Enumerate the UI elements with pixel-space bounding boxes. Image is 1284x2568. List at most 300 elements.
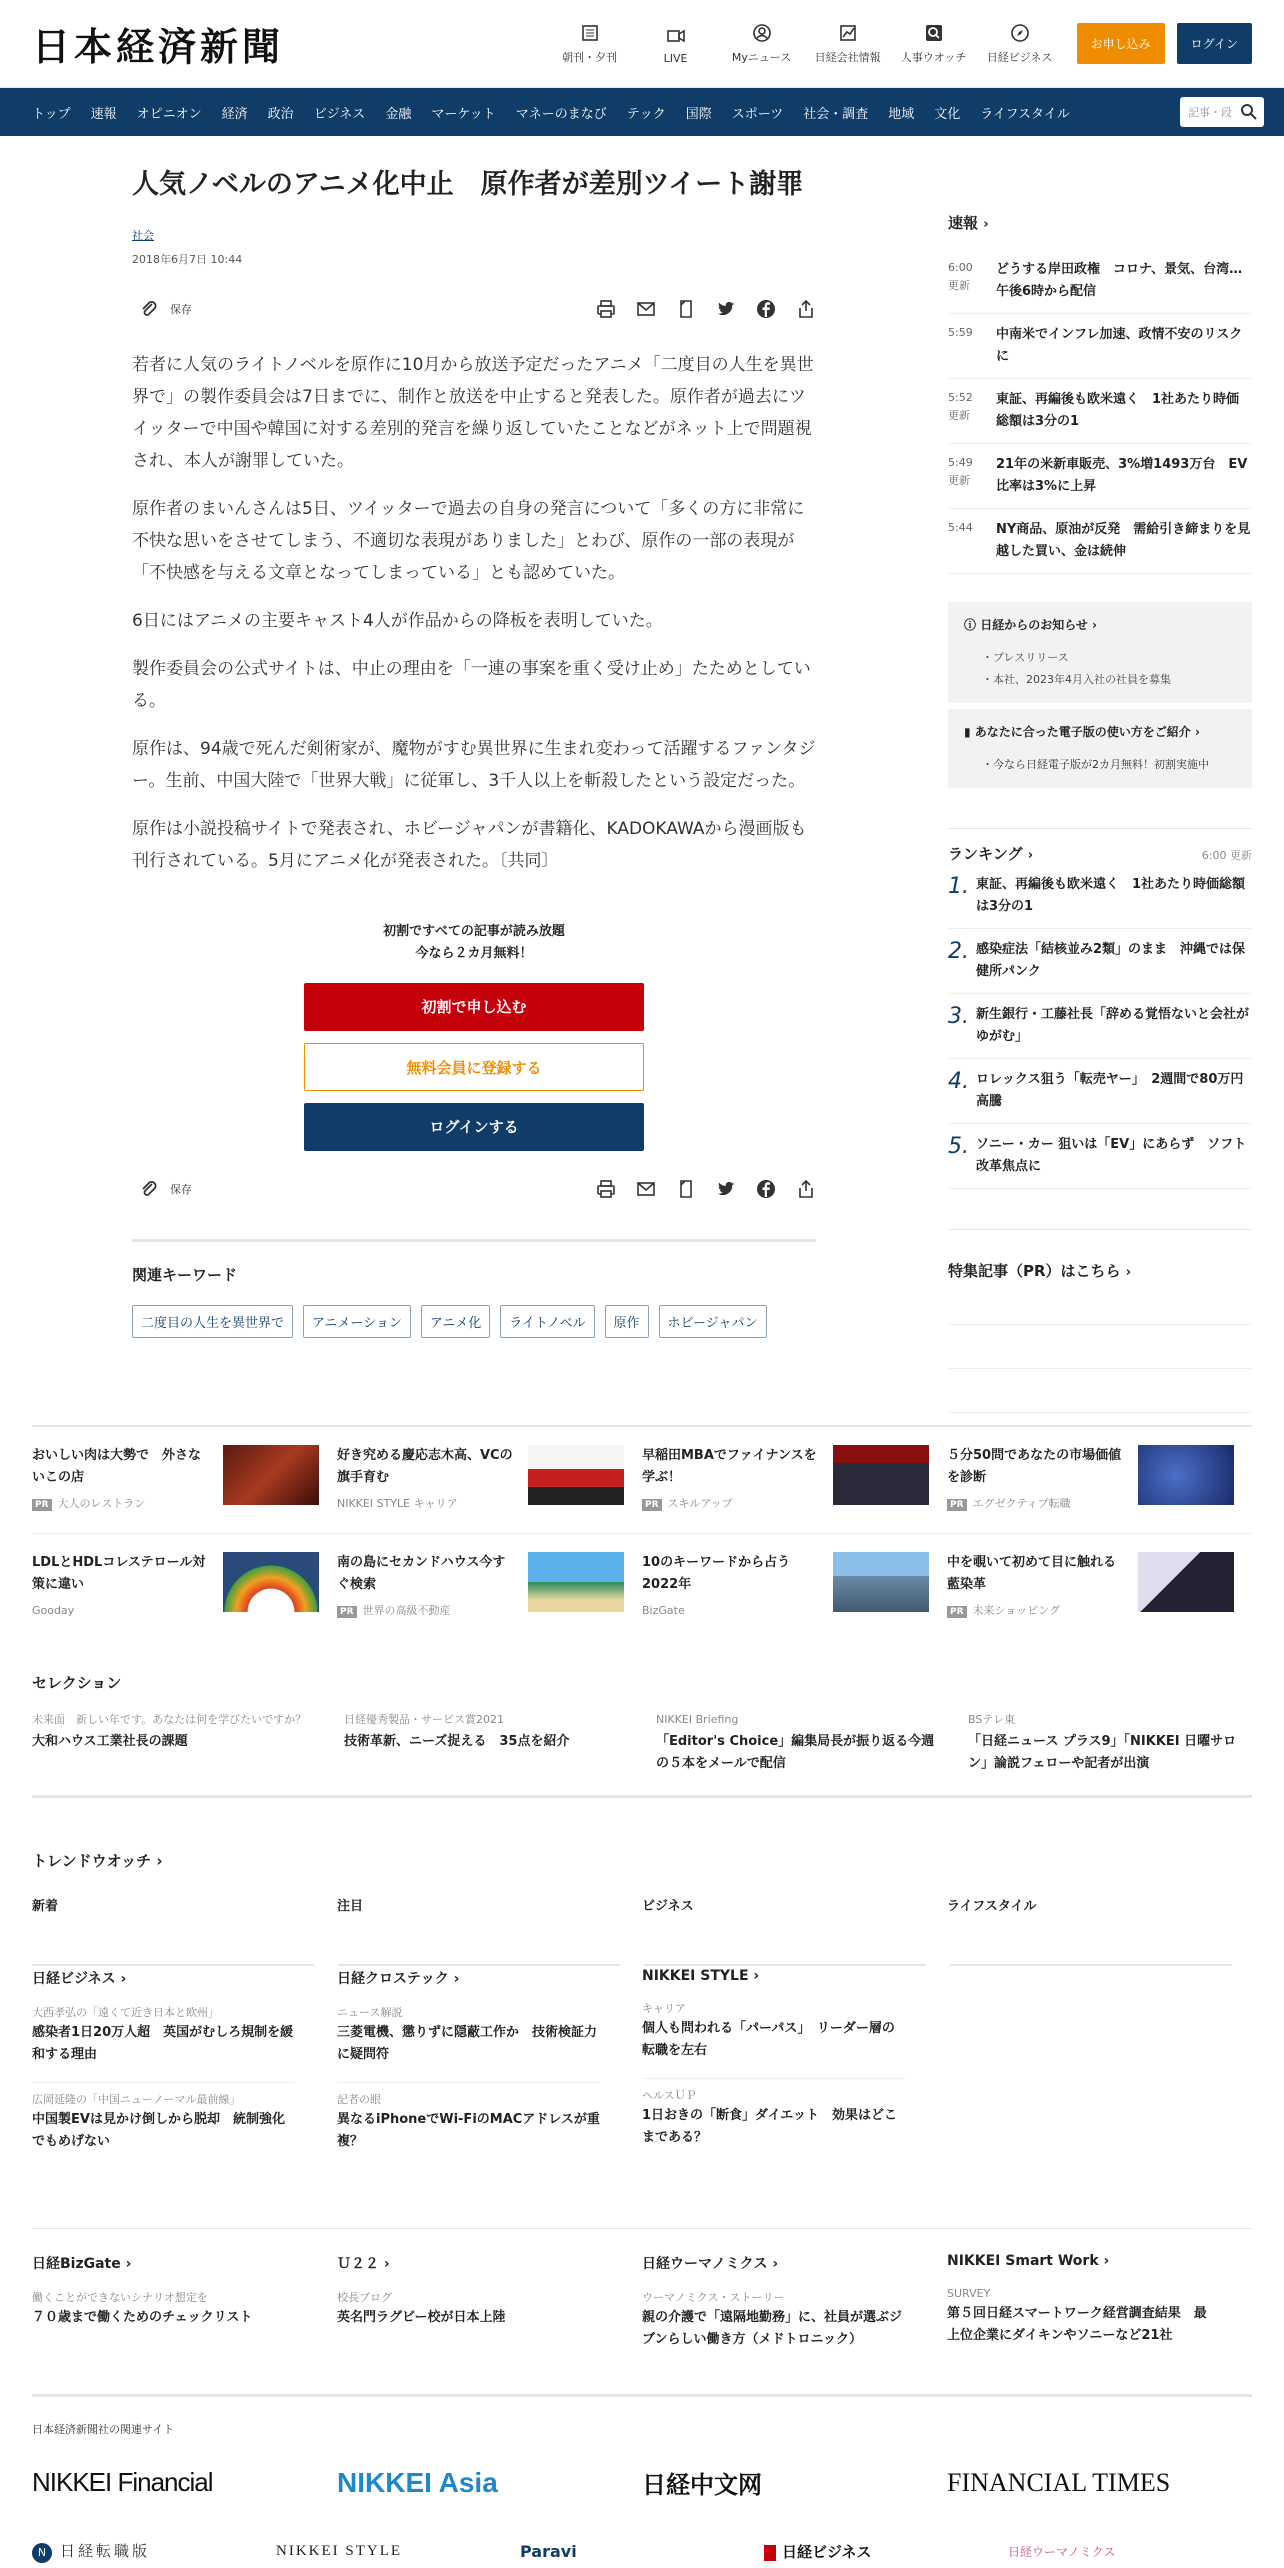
media-kicker: ニュース解説 [337, 2006, 403, 2019]
notice-list [964, 647, 1236, 691]
media-title[interactable]: 日経BizGate › [32, 2256, 132, 2272]
sokuho-headline: どうする岸田政権 コロナ、景気、台湾…午後6時から配信 [996, 262, 1243, 299]
media-kicker: ヘルスＵＰ [642, 2089, 697, 2102]
pr-list [948, 1281, 1252, 1413]
media-item[interactable] [337, 2289, 600, 2337]
trend-dividers [32, 1964, 1252, 1966]
media-row-2 [32, 2228, 1252, 2359]
trend-tab[interactable]: ライフスタイル [947, 1899, 1037, 1914]
user-icon [752, 23, 772, 43]
ranking-headline: ロレックス狙う「転売ヤー」 2週間で80万円高騰 [976, 1072, 1244, 1109]
article-paragraph: 若者に人気のライトノベルを原作に10月から放送予定だったアニメ「二度目の人生を異世界で」の製作委員会は7日までに、制作と放送を中止すると発表した。原作者が過去にツイッターで中国や韓国に対する差別的発言を繰り返していたことなどがネット上で問題視され、本人が謝罪していた。 [132, 355, 814, 471]
pr-badge: PR [32, 1499, 52, 1511]
video-icon [666, 26, 686, 46]
gnav-item[interactable]: マネーのまなび [515, 106, 607, 122]
related-logos-2 [32, 2540, 1252, 2563]
sokuho-item[interactable] [948, 444, 1252, 509]
sokuho-headline: 中南米でインフレ加速、政情不安のリスクに [996, 327, 1243, 364]
selection-item[interactable] [656, 1711, 968, 1775]
promo-item[interactable] [947, 1445, 1252, 1533]
promo-text [32, 1552, 213, 1639]
gnav-item[interactable]: 経済 [221, 106, 248, 122]
notice-title-text: 日経からのお知らせ [980, 618, 1088, 632]
media-item[interactable] [642, 2289, 905, 2359]
mail-icon[interactable] [636, 1179, 656, 1199]
promo-source-name: Gooday [32, 1604, 75, 1617]
login-button[interactable]: ログイン [1177, 23, 1252, 64]
apply-button[interactable]: お申し込み [1077, 23, 1165, 64]
media-item[interactable] [337, 2082, 600, 2161]
media-title-text: Ｕ２２ [337, 2256, 379, 2272]
clip-article-icon[interactable] [676, 299, 696, 319]
ranking-item[interactable] [948, 929, 1252, 994]
promo-source [947, 1600, 1128, 1623]
media-column [337, 1968, 642, 2161]
sokuho-list [948, 249, 1252, 574]
logo-text: 日経ウーマノミクス [1008, 2545, 1116, 2559]
header-nav-item[interactable] [547, 23, 633, 65]
header-nav-item[interactable] [805, 23, 891, 65]
twitter-icon[interactable] [716, 1179, 736, 1199]
pr-title[interactable] [948, 1260, 1252, 1281]
gnav-item[interactable]: ライフスタイル [980, 106, 1070, 122]
paywall-login-button[interactable]: ログインする [304, 1103, 644, 1151]
promo-image[interactable] [223, 1552, 319, 1612]
notice-item-text: 本社、2023年4月入社の社員を募集 [993, 673, 1171, 686]
logo-text: NIKKEI Asia [337, 2466, 498, 2498]
media-kicker: キャリア [642, 2002, 686, 2015]
clip-article-icon[interactable] [676, 1179, 696, 1199]
sokuho-title-text: 速報 [948, 214, 979, 232]
search-input[interactable] [1180, 97, 1264, 127]
media-title-text: 日経ビジネス [32, 1971, 116, 1987]
gnav-item[interactable]: テック [626, 106, 666, 122]
keyword-list [132, 1305, 816, 1338]
ranking-headline: 新生銀行・工藤社長「辞める覚悟ないと会社がゆがむ」 [976, 1007, 1250, 1044]
save-button[interactable] [140, 299, 192, 319]
selection-kicker: BSテレ東 [968, 1713, 1016, 1726]
article-body [132, 349, 816, 877]
ranking-item[interactable] [948, 1124, 1252, 1189]
pr-title-text: 特集記事（PR）はこちら [948, 1262, 1121, 1280]
media-kicker: 校長ブログ [337, 2291, 392, 2304]
selection-headline: 「日経ニュース プラス9」「NIKKEI 日曜サロン」論説フェローや記者が出演 [968, 1734, 1237, 1771]
media-column [642, 1968, 947, 2161]
sokuho-time-block [948, 324, 996, 368]
sokuho-headline: NY商品、原油が反発 需給引き締まりを見越した買い、金は続伸 [996, 522, 1251, 559]
keyword-tag[interactable]: アニメーション [303, 1305, 411, 1338]
nikkei-financial-logo[interactable] [32, 2467, 337, 2498]
media-title[interactable]: 日経ウーマノミクス › [642, 2256, 779, 2272]
media-item[interactable] [32, 2082, 295, 2161]
promo-source [642, 1600, 823, 1622]
save-label: 保存 [170, 303, 192, 316]
promo-source-name: 未来ショッピング [972, 1604, 1061, 1617]
promo-text [947, 1552, 1128, 1639]
ranking-number: 3. [948, 1004, 969, 1029]
compass-icon [1010, 23, 1030, 43]
media-kicker: SURVEY [947, 2287, 991, 2300]
promo-image[interactable] [1138, 1445, 1234, 1505]
promo-source [337, 1493, 518, 1515]
promo-text [337, 1552, 518, 1639]
related-keywords [132, 1239, 816, 1338]
promo-item[interactable] [337, 1552, 642, 1639]
keyword-tag[interactable]: アニメ化 [421, 1305, 490, 1338]
print-icon[interactable] [596, 299, 616, 319]
gnav-item[interactable]: 社会・調査 [803, 106, 869, 122]
media-kicker: 記者の眼 [337, 2093, 381, 2106]
gnav-item[interactable]: オピニオン [136, 106, 202, 122]
sokuho-time: 5:44 [948, 521, 973, 534]
media-title[interactable]: NIKKEI Smart Work › [947, 2253, 1110, 2269]
notice-item-text: 今なら日経電子版が2カ月無料！初割実施中 [993, 758, 1209, 771]
selection-item[interactable] [32, 1711, 344, 1775]
gnav-item[interactable]: 金融 [385, 106, 412, 122]
logo-text: FINANCIAL TIMES [947, 2467, 1171, 2497]
ranking-title-text: ランキング [948, 845, 1023, 863]
promo-source [642, 1493, 823, 1516]
share-tools-bottom [596, 1179, 816, 1199]
promo-source [32, 1600, 213, 1622]
share-icon[interactable] [796, 1179, 816, 1199]
subscribe-button[interactable]: 初割で申し込む [304, 983, 644, 1031]
media-headline: 親の介護で「遠隔地勤務」に、社員が選ぶジブンらしい働き方（メドトロニック） [642, 2310, 903, 2347]
site-logo[interactable]: 日本経済新聞 [32, 24, 285, 69]
selection-headline: 技術革新、ニーズ捉える 35点を紹介 [344, 1734, 570, 1749]
facebook-icon[interactable] [756, 299, 776, 319]
selection-title: セレクション [32, 1674, 122, 1692]
logo-text: 日経転職版 [60, 2542, 151, 2560]
media-headline: 1日おきの「断食」ダイエット 効果はどこまである？ [642, 2108, 898, 2145]
search-placeholder: 記事・段 [1188, 106, 1232, 119]
keyword-tag[interactable]: ホビージャパン [659, 1305, 767, 1338]
paywall-line2: 今なら２カ月無料！ [415, 946, 533, 961]
trend-tab[interactable]: 注目 [337, 1899, 364, 1914]
logo-text: NIKKEI STYLE [276, 2543, 403, 2559]
header-nav-item[interactable] [633, 26, 719, 65]
promo-source-name: 大人のレストラン [57, 1497, 146, 1510]
ranking-number: 5. [948, 1134, 969, 1159]
paywall-line1: 初割ですべての記事が読み放題 [383, 924, 565, 939]
media-title[interactable]: 日経ビジネス › [32, 1971, 127, 1987]
chart-icon [838, 23, 858, 43]
media-title[interactable]: Ｕ２２ › [337, 2256, 390, 2272]
promo-grid [32, 1425, 1252, 1639]
nikkei-business-logo[interactable] [764, 2541, 1008, 2562]
pr-section [948, 1229, 1252, 1413]
sokuho-headline: 東証、再編後も欧米遠く 1社あたり時価総額は3分の1 [996, 392, 1240, 429]
header-nav-label: 日経会社情報 [814, 50, 881, 64]
promo-image[interactable] [833, 1445, 929, 1505]
promo-source-name: NIKKEI STYLE キャリア [337, 1497, 458, 1510]
media-item[interactable] [32, 2289, 295, 2337]
article-paragraph: 製作委員会の公式サイトは、中止の理由を「一連の事案を重く受け止め」たためとしている。 [132, 659, 811, 711]
promo-title: おいしい肉は大勢で 外さないこの店 [32, 1448, 202, 1485]
register-button[interactable]: 無料会員に登録する [304, 1043, 644, 1091]
selection-kicker: 日経優秀製品・サービス賞2021 [344, 1713, 504, 1726]
media-title-text: NIKKEI STYLE [642, 1968, 749, 1984]
promo-image[interactable] [223, 1445, 319, 1505]
ranking-headline: 東証、再編後も欧米遠く 1社あたり時価総額は3分の1 [976, 877, 1246, 914]
chevron-right-icon: › [983, 217, 989, 232]
gnav-item[interactable]: マーケット [431, 106, 496, 122]
ranking-item[interactable] [948, 864, 1252, 929]
promo-title: 好き究める慶応志木高、VCの旗手育む [337, 1448, 513, 1485]
gnav-item[interactable]: 速報 [90, 106, 117, 122]
gnav-item[interactable]: 文化 [934, 106, 961, 122]
share-icon[interactable] [796, 299, 816, 319]
ranking-headline: 感染症法「結核並み2類」のまま 沖縄では保健所パンク [976, 942, 1246, 979]
article-date: 2018年6月7日 10:44 [132, 253, 243, 266]
ranking-list [948, 864, 1252, 1189]
promo-text [337, 1445, 518, 1533]
sokuho-item[interactable] [948, 379, 1252, 444]
media-title-text: 日経BizGate [32, 2256, 121, 2272]
article-paragraph: 原作者のまいんさんは5日、ツイッターで過去の自身の発言について「多くの方に非常に不快な思いをさせてしまう、不適切な表現がありました」とわび、原作の一部の表現が「不快感を与える文章となってしまっている」とも認めていた。 [132, 499, 805, 583]
gnav-item[interactable]: スポーツ [731, 106, 784, 122]
media-column [337, 2253, 642, 2359]
promo-source [947, 1493, 1128, 1516]
save-button-bottom[interactable] [140, 1179, 192, 1199]
notice-title[interactable]: ⓘ 日経からのお知らせ › [964, 618, 1097, 632]
related-sites-title: 日本経済新聞社の関連サイト [32, 2423, 175, 2436]
ranking [948, 828, 1252, 1189]
media-column [947, 2253, 1252, 2359]
trend-tab[interactable]: 新着 [32, 1899, 59, 1914]
promo-row [32, 1427, 1252, 1533]
search-person-icon [924, 23, 944, 43]
promo-title: 10のキーワードから占う2022年 [642, 1555, 791, 1592]
global-nav [0, 88, 1284, 136]
pr-badge: PR [947, 1499, 967, 1511]
selection-item[interactable] [344, 1711, 656, 1775]
red-block-icon [764, 2545, 776, 2561]
header-nav-item[interactable] [891, 23, 977, 65]
header-nav [547, 23, 1063, 65]
facebook-icon[interactable] [756, 1179, 776, 1199]
sokuho-time-block [948, 259, 996, 303]
mail-icon[interactable] [636, 299, 656, 319]
logo-text: NIKKEI Financial [32, 2467, 213, 2497]
gnav-item[interactable]: ビジネス [313, 106, 366, 122]
media-title[interactable]: 日経クロステック › [337, 1971, 460, 1987]
notice-box-2 [948, 709, 1252, 788]
sokuho-update-tag: 更新 [948, 474, 970, 487]
financial-times-logo[interactable] [947, 2468, 1252, 2498]
header-nav-label: 朝刊・夕刊 [562, 50, 618, 64]
media-headline: 中国製EVは見かけ倒しから脱却 統制強化でもめげない [32, 2112, 285, 2149]
media-headline: ７０歳まで働くためのチェックリスト [32, 2310, 253, 2325]
header-nav-label: LIVE [663, 51, 688, 65]
sokuho-time: 5:49 [948, 456, 973, 469]
paperclip-icon [140, 1179, 158, 1199]
media-row-1 [32, 1968, 1252, 2161]
promo-image[interactable] [528, 1445, 624, 1505]
article-main [132, 165, 816, 1338]
ranking-title[interactable] [948, 843, 1033, 864]
media-item[interactable] [642, 2000, 905, 2070]
save-label: 保存 [170, 1183, 192, 1196]
nikkei-asia-logo[interactable] [337, 2467, 642, 2499]
promo-item[interactable] [642, 1552, 947, 1639]
paywall [132, 921, 816, 1151]
logo-text: 日経ビジネス [782, 2543, 872, 2561]
keywords-title: 関連キーワード [132, 1266, 238, 1284]
header-nav-item[interactable] [977, 23, 1063, 65]
sokuho-time-block [948, 519, 996, 563]
sidebar [948, 212, 1252, 1413]
selection-headline: 「Editor's Choice」編集局長が振り返る今週の５本をメールで配信 [656, 1734, 935, 1771]
article-paragraph: 原作は、94歳で死んだ剣術家が、魔物がすむ異世界に生まれ変わって活躍するファンタジー。生前、中国大陸で「世界大戦」に従軍し、3千人以上を斬殺したという設定だった。 [132, 739, 816, 791]
chevron-right-icon: › [1027, 848, 1034, 863]
nikkei-womanomics-logo[interactable] [1008, 2543, 1252, 2560]
promo-item[interactable] [32, 1552, 337, 1639]
sokuho-update-tag: 更新 [948, 279, 970, 292]
trend-title-text: トレンドウオッチ [32, 1852, 152, 1870]
notice-item[interactable]: ・今なら日経電子版が2カ月無料！初割実施中 [982, 758, 1209, 771]
trend-tab[interactable]: ビジネス [642, 1899, 694, 1914]
nikkei-tenshoku-logo[interactable] [32, 2540, 276, 2563]
related-logos [32, 2465, 1252, 2500]
trend-title[interactable]: トレンドウオッチ › [32, 1852, 163, 1870]
sokuho-time-block [948, 389, 996, 433]
article-paragraph: 原作は小説投稿サイトで発表され、ホビージャパンが書籍化、KADOKAWAから漫画版も刊行されている。5月にアニメ化が発表された。〔共同〕 [132, 819, 807, 871]
notice-title-2[interactable]: ▮ あなたに合った電子版の使い方をご紹介 › [964, 725, 1200, 739]
media-headline: 三菱電機、懲りずに隠蔽工作か 技術検証力に疑問符 [337, 2025, 598, 2062]
promo-image[interactable] [833, 1552, 929, 1612]
keyword-tag[interactable]: 二度目の人生を異世界で [132, 1305, 293, 1338]
ranking-number: 4. [948, 1069, 969, 1094]
sokuho-title[interactable] [948, 212, 1252, 233]
notice-item[interactable]: ・プレスリリース [982, 651, 1069, 664]
media-item[interactable] [642, 2078, 905, 2157]
site-header [0, 0, 1284, 88]
media-headline: 異なるiPhoneでWi-FiのMACアドレスが重複？ [337, 2112, 600, 2149]
media-item[interactable] [947, 2285, 1210, 2355]
related-sites [32, 2394, 1252, 2563]
trend-tabs [32, 1895, 1252, 1914]
media-column [642, 2253, 947, 2359]
selection-kicker: NIKKEI Briefing [656, 1713, 739, 1726]
promo-title: 中を覗いて初めて目に触れる藍染革 [947, 1555, 1117, 1592]
sokuho-time: 5:59 [948, 326, 973, 339]
ranking-number: 1. [948, 874, 969, 899]
chevron-right-icon: › [1125, 1265, 1132, 1280]
promo-text [642, 1552, 823, 1639]
media-column [32, 2253, 337, 2359]
media-headline: 第５回日経スマートワーク経営調査結果 最上位企業にダイキンやソニーなど21社 [947, 2306, 1207, 2343]
media-kicker: 広岡延隆の「中国ニューノーマル最前線」 [32, 2093, 241, 2106]
header-nav-label: Myニュース [731, 50, 792, 64]
promo-item[interactable] [642, 1445, 947, 1533]
ranking-item[interactable] [948, 1059, 1252, 1124]
search-icon[interactable] [1240, 103, 1258, 121]
logo-text: Paravi [520, 2542, 577, 2561]
media-headline: 個人も問われる「パーパス」 リーダー層の転職を左右 [642, 2021, 895, 2058]
paperclip-icon [140, 299, 158, 319]
gnav-item[interactable]: 政治 [267, 106, 294, 122]
media-kicker: ウーマノミクス・ストーリー [642, 2291, 785, 2304]
promo-text [32, 1445, 213, 1533]
ranking-item[interactable] [948, 994, 1252, 1059]
promo-item[interactable] [32, 1445, 337, 1533]
header-nav-label: 人事ウオッチ [900, 50, 967, 64]
nikkei-style-logo[interactable] [276, 2543, 520, 2560]
notice-list-2 [964, 754, 1236, 776]
promo-item[interactable] [947, 1552, 1252, 1639]
selection-kicker: 未来面 新しい年です。あなたは何を学びたいですか？ [32, 1713, 307, 1726]
selection-section [32, 1672, 1252, 1798]
promo-title: LDLとHDLコレステロール対策に違い [32, 1555, 206, 1592]
notice-item[interactable]: ・本社、2023年4月入社の社員を募集 [982, 673, 1171, 686]
gnav-item[interactable]: トップ [32, 106, 71, 122]
promo-title: ５分50問であなたの市場価値を診断 [947, 1448, 1122, 1485]
share-tools [596, 299, 816, 319]
header-nav-item[interactable] [719, 23, 805, 65]
pr-badge: PR [337, 1606, 357, 1618]
selection-item[interactable] [968, 1711, 1280, 1775]
sokuho-update-tag: 更新 [948, 409, 970, 422]
promo-image[interactable] [528, 1552, 624, 1612]
gnav-item[interactable]: 国際 [685, 106, 712, 122]
sokuho-item[interactable] [948, 249, 1252, 314]
keyword-tag[interactable]: ライトノベル [500, 1305, 594, 1338]
article-category[interactable]: 社会 [132, 229, 154, 242]
promo-source [32, 1493, 213, 1516]
media-title[interactable]: NIKKEI STYLE › [642, 1968, 760, 1984]
sokuho-time: 5:52 [948, 391, 973, 404]
media-item[interactable] [337, 2004, 600, 2074]
keyword-tag[interactable]: 原作 [605, 1305, 649, 1338]
logo-text: 日経中文网 [642, 2470, 762, 2499]
promo-title: 南の島にセカンドハウス今すぐ検索 [337, 1555, 506, 1592]
media-title-text: NIKKEI Smart Work [947, 2253, 1099, 2269]
pr-badge: PR [642, 1499, 662, 1511]
promo-source-name: エグゼクティブ転職 [972, 1497, 1071, 1510]
media-title-text: 日経クロステック [337, 1971, 449, 1987]
newspaper-icon [580, 23, 600, 43]
nikkei-chinese-logo[interactable] [642, 2465, 947, 2500]
sokuho-item[interactable] [948, 314, 1252, 379]
gnav-item[interactable]: 地域 [888, 106, 915, 122]
paravi-logo[interactable] [520, 2542, 764, 2561]
media-item[interactable] [32, 2004, 295, 2074]
n-logo-icon: N [32, 2543, 52, 2563]
pr-badge: PR [947, 1606, 967, 1618]
article-toolbar [132, 289, 816, 329]
sokuho-headline: 21年の米新車販売、3%増1493万台 EV比率は3%に上昇 [996, 457, 1248, 494]
promo-source-name: BizGate [642, 1604, 685, 1617]
media-headline: 感染者1日20万人超 英国がむしろ規制を緩和する理由 [32, 2025, 294, 2062]
print-icon[interactable] [596, 1179, 616, 1199]
ranking-date: 6:00 更新 [1201, 849, 1252, 862]
media-title-text: 日経ウーマノミクス [642, 2256, 768, 2272]
promo-item[interactable] [337, 1445, 642, 1533]
selection-list [32, 1711, 1252, 1798]
promo-text [947, 1445, 1128, 1533]
selection-headline: 大和ハウス工業社長の課題 [32, 1734, 188, 1749]
promo-image[interactable] [1138, 1552, 1234, 1612]
sokuho-time: 6:00 [948, 261, 973, 274]
promo-source-name: スキルアップ [667, 1497, 733, 1510]
trend-watch [32, 1850, 1252, 1966]
ranking-headline: ソニー・カー 狙いは「EV」にあらず ソフト改革焦点に [976, 1137, 1247, 1174]
notice-title-2-text: あなたに合った電子版の使い方をご紹介 [974, 725, 1191, 739]
media-kicker: 働くことができないシナリオ想定を [32, 2291, 208, 2304]
sokuho-item[interactable] [948, 509, 1252, 574]
twitter-icon[interactable] [716, 299, 736, 319]
